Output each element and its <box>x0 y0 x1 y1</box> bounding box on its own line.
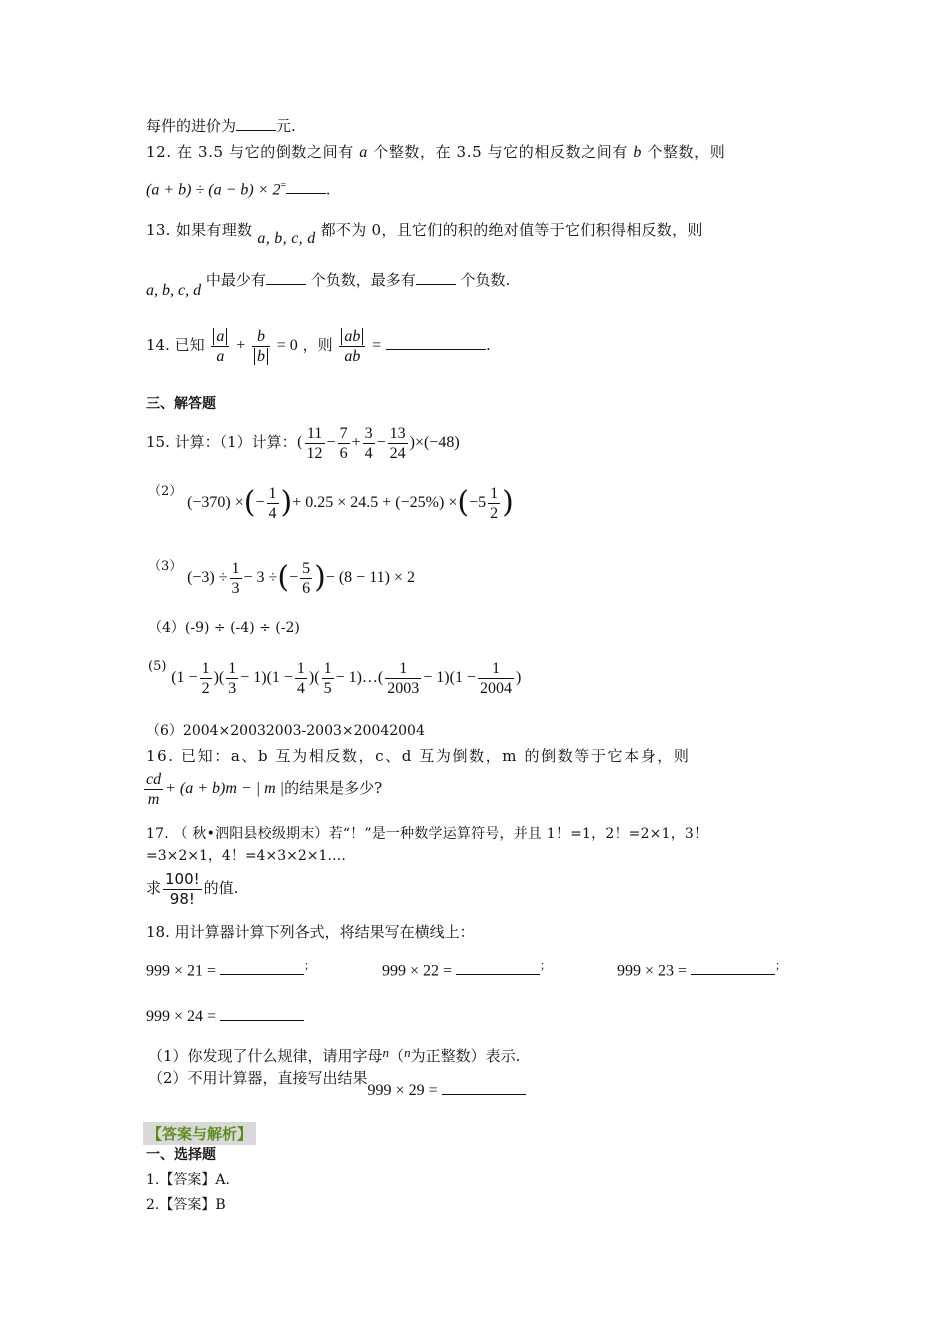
q15-part6: （6）2004×20032003-2003×20042004 <box>146 723 425 739</box>
q15-p5-frac-1 <box>200 659 212 698</box>
q15-p5-d3: 4 <box>296 679 305 697</box>
q17-line3 <box>146 866 238 910</box>
q12-text-3: 个整数，则 <box>647 143 726 161</box>
q15-p2-frac <box>267 484 279 523</box>
answer-2: 2.【答案】B <box>146 1197 226 1213</box>
q18-s1-text-c: 为正整数）表示. <box>410 1047 521 1065</box>
q15-p5-label: (5) <box>148 659 167 674</box>
q18-expr-2: 999 × 22 = <box>382 962 453 980</box>
q18-s1-text-b: （ <box>389 1047 405 1065</box>
q17-line2: =3×2×1，4！=4×3×2×1…. <box>146 848 346 864</box>
q18-s2-text: （2）不用计算器，直接写出结果 <box>148 1069 368 1087</box>
q15-p5-d2: 3 <box>228 679 237 697</box>
q16-frac <box>144 770 163 809</box>
q15-p5-d5: 2003 <box>387 679 420 697</box>
q15-p5-n3: 1 <box>296 659 305 677</box>
q18-blank-2 <box>456 960 540 975</box>
q15-tail: )×(−48) <box>409 434 460 451</box>
q14-line: 14. 已知 $\frac{a}{a}$ + $\frac{b}{b}$ = 0 ，则 $\frac{ab}{ab}$ = . <box>146 327 491 365</box>
q18-semi-2: ； <box>540 960 552 972</box>
q14-num-b: b <box>252 327 270 347</box>
q15-f2-den: 6 <box>339 444 348 462</box>
q14-abs-ab: ab <box>341 328 363 345</box>
q15-p5-n4: 1 <box>323 659 332 677</box>
q15-frac-2 <box>338 424 350 463</box>
q18-sub1 <box>148 1046 520 1067</box>
q12-text-2: 个整数，在 3.5 与它的相反数之间有 <box>373 143 628 161</box>
q18-row1-c <box>617 956 786 981</box>
q13-blank-max <box>416 270 456 285</box>
q11-text: 每件的进价为 <box>146 117 237 135</box>
q18-blank-1 <box>220 960 304 975</box>
q18-intro: 18. 用计算器计算下列各式，将结果写在横线上： <box>146 923 475 941</box>
q18-s1-n-2: n <box>404 1045 411 1060</box>
q18-s1-text-a: （1）你发现了什么规律，请用字母 <box>148 1047 383 1065</box>
q15-part1: 15. 计算：（1）计算：( $\frac{11}{12}$ − $\frac{7}{6}$ + $\frac{3}{4}$ − $\frac{13}{24}$ )×(−48) <box>146 424 460 462</box>
q15-p5-n2: 1 <box>228 659 237 677</box>
q15-p5-a: (1 − <box>171 669 198 686</box>
q15-f4-den: 24 <box>389 444 406 462</box>
answer-1: 1.【答案】A. <box>146 1172 230 1188</box>
q18-row1 <box>146 956 315 981</box>
q15-p3-b: − 3 ÷ <box>243 569 278 586</box>
q15-p5-c: − 1)(1 − <box>240 669 293 686</box>
q14-eq-zero: = 0 <box>276 337 298 354</box>
q15-p5-g: ) <box>515 669 522 686</box>
q15-f3-num: 3 <box>364 424 373 442</box>
q14-den-ab: ab <box>344 347 361 365</box>
q15-p3-num: 1 <box>231 559 240 577</box>
q15-p5-n5: 1 <box>385 659 421 679</box>
q12-blank <box>286 184 326 194</box>
q18-row1-b <box>382 956 551 981</box>
q15-p5-f: − 1)(1 − <box>423 669 476 686</box>
q15-f2-num: 7 <box>339 424 348 442</box>
q15-p2-label: （2） <box>148 484 183 499</box>
q15-part2: （2） (−370) ×(− $\frac{1}{4}$ )+ 0.25 × 24.5 + (−25%) ×(−5 $\frac{1}{2}$ ) <box>148 484 514 522</box>
q15-p5-e: − 1)…( <box>335 669 384 686</box>
q13-text-3: 中最少有 <box>205 271 266 289</box>
q15-p3-label: （3） <box>148 559 183 574</box>
q15-p2-cnum: 1 <box>490 484 499 502</box>
q15-frac-3 <box>363 424 375 463</box>
q16-line1: 16. 已知：a、b 互为相反数，c、d 互为倒数，m 的倒数等于它本身，则 <box>146 747 691 765</box>
q11-tail <box>146 116 296 136</box>
q13-text-1: 13. 如果有理数 <box>146 221 253 239</box>
q15-p5-frac-2 <box>226 659 238 698</box>
q15-p3-cden: 6 <box>302 579 311 597</box>
q15-p5-n1: 1 <box>201 659 210 677</box>
q15-p5-d1: 2 <box>201 679 210 697</box>
q15-part4: （4）(-9) ÷ (-4) ÷ (-2) <box>148 620 300 636</box>
q17-text-a: 求 <box>146 879 162 897</box>
q15-p2-c: −5 <box>469 494 487 511</box>
q15-p5-frac-6 <box>478 659 514 698</box>
q15-p3-a: (−3) ÷ <box>187 569 228 586</box>
q18-expr-4: 999 × 24 = <box>146 1008 217 1025</box>
q13-text-2: 都不为 0，且它们的积的绝对值等于它们积得相反数，则 <box>320 221 703 239</box>
q15-p5-n6: 1 <box>478 659 514 679</box>
q15-p5-d6: 2004 <box>479 679 512 697</box>
q17-line1: 17. （ 秋•泗阳县校级期末）若“！”是一种数学运算符号，并且 1！=1，2！=2×1，3！ <box>146 826 709 842</box>
q15-p5-b: )( <box>213 669 225 686</box>
q12-var-a: a <box>359 144 368 161</box>
q14-frac-ab <box>339 327 365 366</box>
q18-blank-4 <box>220 1006 304 1021</box>
q15-p5-frac-3 <box>295 659 307 698</box>
q15-p5-frac-4 <box>322 659 334 698</box>
q17-frac <box>163 870 202 909</box>
q13-line2 <box>146 270 511 299</box>
q14-equals: = <box>372 337 382 354</box>
q16-text-2: 的结果是多少? <box>284 779 383 797</box>
q15-part3: （3） (−3) ÷ $\frac{1}{3}$ − 3 ÷(− $\frac{5}{6}$ )− (8 − 11) × 2 <box>148 559 415 597</box>
q14-abs-b: b <box>254 348 268 365</box>
q15-p2-a: (−370) × <box>187 494 244 511</box>
q12-expression: (a + b) ÷ (a − b) × 2 <box>146 181 281 199</box>
q16-line2 <box>146 766 382 810</box>
q16-den: m <box>147 790 160 808</box>
q18-semi-3: ； <box>775 960 787 972</box>
q13-blank-min <box>266 270 306 285</box>
q15-p5-d4: 5 <box>323 679 332 697</box>
q17-num: 100! <box>165 869 200 888</box>
q14-frac-a <box>211 327 229 366</box>
q18-s2-blank <box>442 1080 526 1095</box>
q11-unit: 元. <box>276 117 296 135</box>
q15-p2-den: 4 <box>268 504 277 522</box>
q18-s1-n-1: n <box>382 1045 390 1060</box>
q15-frac-4 <box>388 424 408 463</box>
q14-label: 14. 已知 <box>146 336 205 354</box>
q18-expr-1: 999 × 21 = <box>146 962 217 980</box>
q12-text-1: 12. 在 3.5 与它的倒数之间有 <box>146 143 354 161</box>
q15-label: 15. 计算：（1）计算：( <box>146 433 303 451</box>
q13-vars-2: a, b, c, d <box>146 282 202 299</box>
q18-row2 <box>146 1006 304 1027</box>
q15-p5-d: )( <box>308 669 320 686</box>
q18-semi-1: ； <box>304 960 316 972</box>
q18-s2-expr: 999 × 29 = <box>367 1082 438 1099</box>
q15-p2-cden: 2 <box>490 504 499 522</box>
q15-p3-frac-2 <box>300 559 312 598</box>
q14-den-a: a <box>216 347 225 365</box>
q13-text-4: 个负数，最多有 <box>310 271 416 289</box>
answers-section-1: 一、选择题 <box>146 1147 216 1163</box>
q15-p3-frac <box>230 559 242 598</box>
q18-expr-3: 999 × 23 = <box>617 962 688 980</box>
q13-vars-1: a, b, c, d <box>257 230 316 247</box>
q15-p3-cnum: 5 <box>302 559 311 577</box>
q17-text-b: 的值. <box>203 879 239 897</box>
q15-part5 <box>148 653 521 701</box>
q15-frac-1 <box>305 424 325 463</box>
q11-blank <box>236 116 276 131</box>
q12-line1 <box>146 142 725 163</box>
q18-blank-3 <box>691 960 775 975</box>
q16-num: cd <box>146 770 162 788</box>
q14-blank <box>386 335 486 350</box>
q14-plus: + <box>236 337 246 354</box>
q18-sub2 <box>148 1068 526 1099</box>
q15-p3-c: − (8 − 11) × 2 <box>325 569 415 586</box>
q13-text-5: 个负数. <box>460 271 511 289</box>
q14-frac-b <box>252 327 270 366</box>
q12-equals: = <box>280 180 287 191</box>
q12-var-b: b <box>633 144 642 161</box>
answers-header: 【答案与解析】 <box>143 1122 256 1145</box>
q15-p2-b: + 0.25 × 24.5 + (−25%) × <box>292 494 458 511</box>
q17-den: 98! <box>169 889 195 908</box>
q15-p3-den: 3 <box>231 579 240 597</box>
q15-p5-frac-5 <box>385 659 421 698</box>
q12-line2: (a + b) ÷ (a − b) × 2= . <box>146 180 331 199</box>
q15-f1-den: 12 <box>306 444 323 462</box>
q15-p2-frac-2 <box>488 484 500 523</box>
q15-f1-num: 11 <box>305 424 325 444</box>
q15-f3-den: 4 <box>364 444 373 462</box>
q14-then: ，则 <box>302 336 333 354</box>
section-3-heading: 三、解答题 <box>146 396 216 412</box>
q13-line1 <box>146 220 703 247</box>
q15-f4-num: 13 <box>389 424 406 442</box>
q16-expression: + (a + b)m − | m | <box>165 780 285 797</box>
q15-p2-num: 1 <box>268 484 277 502</box>
q14-abs-a: a <box>213 328 227 345</box>
